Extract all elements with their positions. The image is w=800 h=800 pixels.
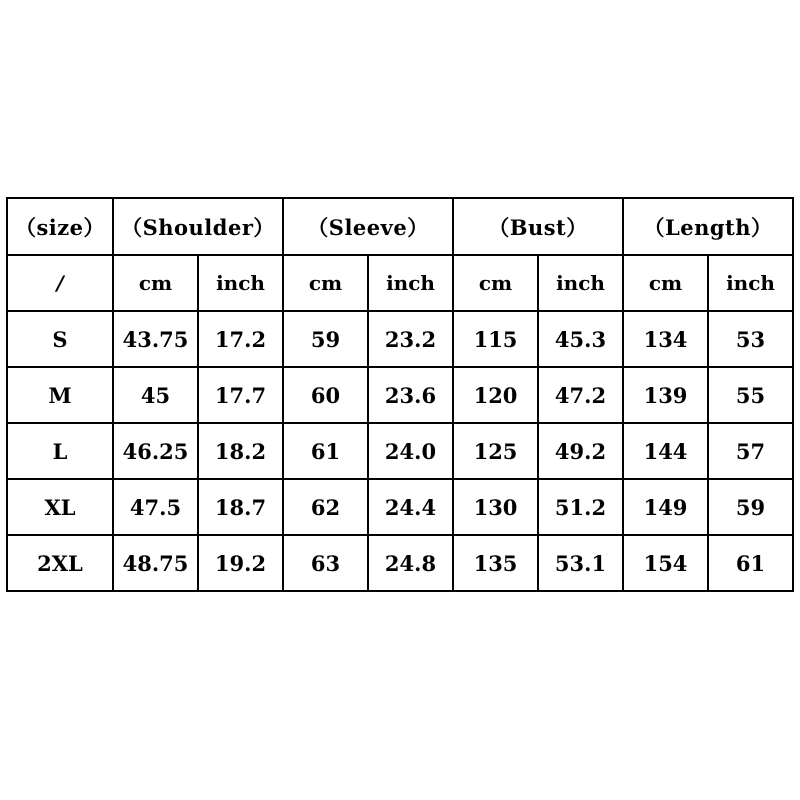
header-bust: （Bust） (453, 198, 623, 255)
cell-size: M (7, 367, 113, 423)
header-size: （size） (7, 198, 113, 255)
cell-sleeve-inch: 24.4 (368, 479, 453, 535)
table-row (7, 479, 793, 535)
cell-bust-inch: 51.2 (538, 479, 623, 535)
cell-bust-cm: 125 (453, 423, 538, 479)
cell-sleeve-cm: 61 (283, 423, 368, 479)
cell-length-cm: 134 (623, 311, 708, 367)
cell-bust-inch: 47.2 (538, 367, 623, 423)
cell-shoulder-inch: 18.2 (198, 423, 283, 479)
cell-size: XL (7, 479, 113, 535)
unit-sleeve-cm: cm (283, 255, 368, 311)
cell-shoulder-cm: 47.5 (113, 479, 198, 535)
cell-sleeve-inch: 23.2 (368, 311, 453, 367)
cell-shoulder-cm: 46.25 (113, 423, 198, 479)
cell-length-cm: 144 (623, 423, 708, 479)
cell-sleeve-cm: 63 (283, 535, 368, 591)
cell-length-inch: 53 (708, 311, 793, 367)
cell-sleeve-inch: 23.6 (368, 367, 453, 423)
cell-bust-inch: 45.3 (538, 311, 623, 367)
table-row (7, 423, 793, 479)
cell-length-inch: 59 (708, 479, 793, 535)
cell-shoulder-inch: 17.7 (198, 367, 283, 423)
cell-length-inch: 55 (708, 367, 793, 423)
cell-size: 2XL (7, 535, 113, 591)
cell-size: S (7, 311, 113, 367)
cell-length-cm: 139 (623, 367, 708, 423)
header-shoulder: （Shoulder） (113, 198, 283, 255)
cell-shoulder-inch: 17.2 (198, 311, 283, 367)
header-sleeve: （Sleeve） (283, 198, 453, 255)
unit-length-inch: inch (708, 255, 793, 311)
cell-bust-cm: 130 (453, 479, 538, 535)
unit-sleeve-inch: inch (368, 255, 453, 311)
cell-size: L (7, 423, 113, 479)
size-chart-table (6, 197, 794, 592)
table-header-row (7, 198, 793, 255)
cell-sleeve-cm: 60 (283, 367, 368, 423)
size-chart-container (6, 197, 794, 592)
table-row (7, 311, 793, 367)
table-unit-row (7, 255, 793, 311)
cell-shoulder-inch: 18.7 (198, 479, 283, 535)
cell-length-inch: 57 (708, 423, 793, 479)
unit-shoulder-cm: cm (113, 255, 198, 311)
cell-length-cm: 154 (623, 535, 708, 591)
cell-sleeve-inch: 24.0 (368, 423, 453, 479)
header-length: （Length） (623, 198, 793, 255)
cell-shoulder-inch: 19.2 (198, 535, 283, 591)
unit-bust-cm: cm (453, 255, 538, 311)
cell-shoulder-cm: 43.75 (113, 311, 198, 367)
cell-sleeve-cm: 59 (283, 311, 368, 367)
table-row (7, 367, 793, 423)
unit-shoulder-inch: inch (198, 255, 283, 311)
cell-bust-cm: 115 (453, 311, 538, 367)
cell-sleeve-cm: 62 (283, 479, 368, 535)
unit-size-slash: / (7, 255, 113, 311)
cell-bust-inch: 53.1 (538, 535, 623, 591)
unit-length-cm: cm (623, 255, 708, 311)
cell-sleeve-inch: 24.8 (368, 535, 453, 591)
cell-length-cm: 149 (623, 479, 708, 535)
cell-bust-cm: 120 (453, 367, 538, 423)
cell-shoulder-cm: 45 (113, 367, 198, 423)
table-row (7, 535, 793, 591)
cell-bust-inch: 49.2 (538, 423, 623, 479)
unit-bust-inch: inch (538, 255, 623, 311)
cell-bust-cm: 135 (453, 535, 538, 591)
cell-length-inch: 61 (708, 535, 793, 591)
cell-shoulder-cm: 48.75 (113, 535, 198, 591)
